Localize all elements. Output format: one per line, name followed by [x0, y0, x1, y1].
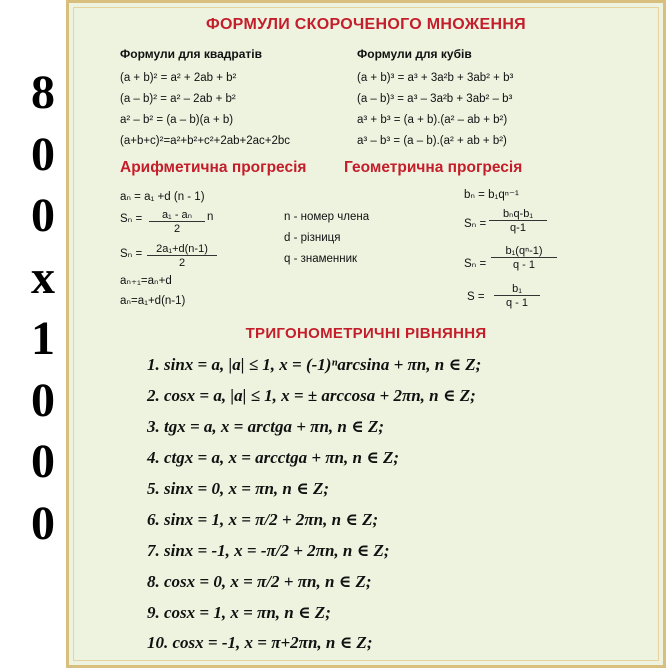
geom-title: Геометрична прогресія [344, 159, 523, 176]
arith-sn2-lhs: Sₙ = [120, 248, 143, 260]
trig-equation: 3. tgx = a, x = arctga + πn, n ∈ Z; [147, 417, 384, 436]
geom-s2-num: b₁(qⁿ-1) [491, 245, 557, 258]
trig-equation: 7. sinx = -1, x = -π/2 + 2πn, n ∈ Z; [147, 541, 390, 560]
trig-equation: 5. sinx = 0, x = πn, n ∈ Z; [147, 479, 329, 498]
main-title: ФОРМУЛИ СКОРОЧЕНОГО МНОЖЕННЯ [205, 16, 526, 33]
geom-bn: bₙ = b₁qⁿ⁻¹ [464, 189, 519, 201]
geom-s2-frac [491, 245, 557, 271]
geom-s1-num: bₙq-b₁ [489, 207, 547, 221]
geom-s1-frac [489, 207, 547, 234]
size-label-char: 0 [31, 435, 55, 488]
arith-sn-frac [149, 208, 205, 235]
cubes-heading: Формули для кубів [357, 47, 472, 61]
squares-column [120, 47, 290, 152]
cube-formula: (a + b)³ = a³ + 3a²b + 3ab² + b³ [357, 72, 514, 84]
size-label-char: 1 [31, 312, 55, 365]
size-label-char: 0 [31, 496, 55, 550]
trig-equation: 2. cosx = a, |a| ≤ 1, x = ± arccosa + 2πn, n ∈ Z; [147, 386, 476, 405]
size-label-char: 0 [31, 373, 55, 427]
arith-an-general: aₙ=a₁+d(n-1) [120, 295, 186, 307]
legend-item: q - знаменник [284, 253, 358, 265]
square-formula: (a+b+c)²=a²+b²+c²+2ab+2ac+2bc [120, 135, 291, 147]
cubes-column [357, 47, 513, 152]
geom-s3-frac [494, 283, 540, 309]
geom-s3-lhs: S = [467, 291, 485, 303]
trig-equation: 9. cosx = 1, x = πn, n ∈ Z; [147, 603, 331, 622]
arith-sn-num: a₁ - aₙ [149, 208, 205, 222]
trig-equation: 4. ctgx = a, x = arcctga + πn, n ∈ Z; [147, 448, 400, 467]
poster [66, 0, 666, 668]
size-label-char: 0 [31, 127, 55, 181]
arith-sn-lhs: Sₙ = [120, 213, 143, 225]
legend-item: d - різниця [284, 232, 341, 244]
square-formula: a² – b² = (a – b)(a + b) [120, 114, 234, 126]
size-label-char: 0 [31, 189, 55, 242]
square-formula: (a + b)² = a² + 2ab + b² [120, 72, 237, 84]
squares-heading: Формули для квадратів [120, 47, 262, 61]
square-formula: (a – b)² = a² – 2ab + b² [120, 93, 236, 105]
arith-sn-den: 2 [173, 223, 181, 235]
arith-sn2-den: 2 [178, 257, 186, 269]
size-label-char: 8 [31, 66, 55, 119]
legend-item: n - номер члена [284, 211, 370, 223]
geom-s3-den: q - 1 [505, 297, 528, 309]
arith-sn-n: n [207, 211, 214, 223]
arith-sn2-frac [147, 243, 217, 269]
cube-formula: (a – b)³ = a³ – 3a²b + 3ab² – b³ [357, 93, 513, 105]
geom-s3-num: b₁ [494, 283, 540, 296]
size-label-char: x [31, 250, 55, 304]
arith-recurrence: aₙ₊₁=aₙ+d [120, 275, 172, 287]
arith-title: Арифметична прогресія [120, 159, 307, 176]
cube-formula: a³ + b³ = (a + b).(a² – ab + b²) [357, 114, 508, 126]
arith-sn2-num: 2a₁+d(n-1) [147, 243, 217, 256]
size-label [22, 62, 64, 554]
geom-s2-lhs: Sₙ = [464, 258, 487, 270]
geom-s1-lhs: Sₙ = [464, 218, 487, 230]
trig-equation: 1. sinx = a, |a| ≤ 1, x = (-1)ⁿarcsina + πn, n ∈ Z; [147, 355, 482, 374]
trig-title: ТРИГОНОМЕТРИЧНІ РІВНЯННЯ [245, 325, 487, 342]
geom-s1-den: q-1 [510, 222, 526, 234]
trig-equation: 8. cosx = 0, x = π/2 + πn, n ∈ Z; [147, 572, 372, 591]
geom-s2-den: q - 1 [512, 259, 535, 271]
cube-formula: a³ – b³ = (a – b).(a² + ab + b²) [357, 135, 507, 147]
trig-equation: 10. cosx = -1, x = π+2πn, n ∈ Z; [147, 633, 373, 652]
trig-equation: 6. sinx = 1, x = π/2 + 2πn, n ∈ Z; [147, 510, 379, 529]
arith-an: aₙ = a₁ +d (n - 1) [120, 191, 205, 203]
